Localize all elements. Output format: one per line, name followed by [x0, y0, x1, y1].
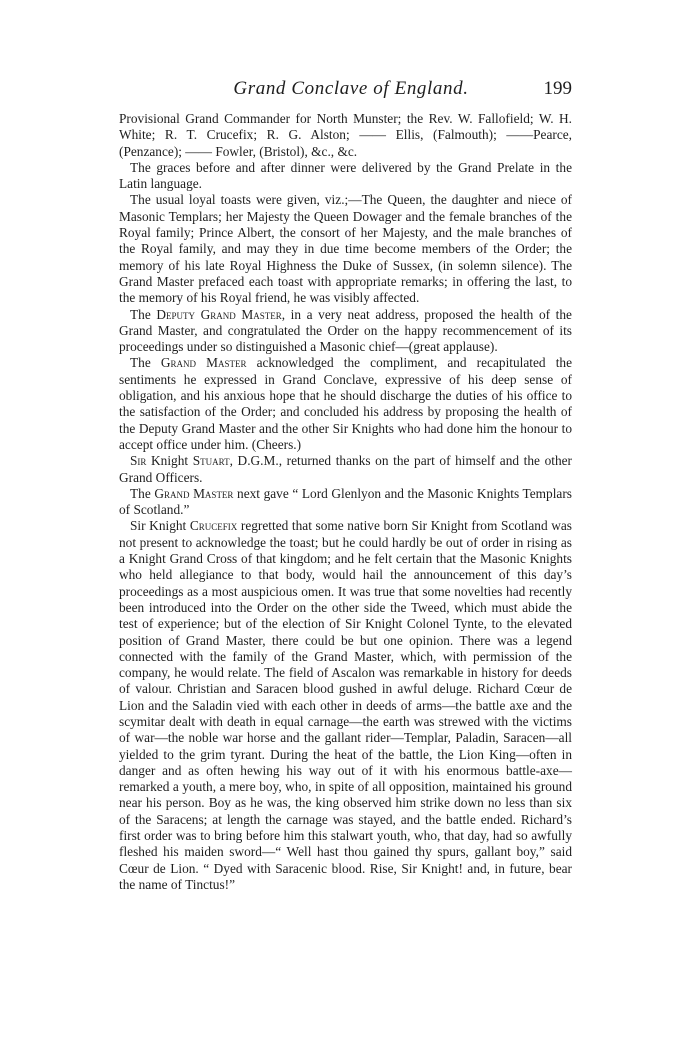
- paragraph-text: Knight: [146, 453, 193, 469]
- paragraph-text: Provisional Grand Commander for North Munster; the Rev. W. Fallofield; W. H. White; R. T. Crucefix; R. G. Alston; —— Ellis, (Falmouth); ——Pearce, (Penzance); —— Fowler, (Bristol), &c., &c.: [119, 111, 572, 159]
- paragraph-text: , D.G.M., returned thanks on the part of himself and the other Grand Officers.: [119, 453, 572, 485]
- paragraph-glenlyon-toast: [119, 486, 572, 519]
- paragraph-text: , in a very neat address, proposed the health of the Grand Master, and congratulated the Order on the happy recommencement of its proceedings under so distinguished a Masonic chief—(great applause).: [119, 306, 572, 355]
- page-header: [130, 76, 572, 102]
- paragraph-text: The graces before and after dinner were delivered by the Grand Prelate in the Latin language.: [119, 159, 572, 192]
- body-text: [119, 111, 572, 893]
- small-caps-name: Stuart: [192, 453, 230, 469]
- small-caps-title: Grand Master: [154, 485, 234, 501]
- paragraph-stuart-thanks: [119, 453, 572, 486]
- small-caps-title: Sir: [130, 453, 147, 469]
- paragraph-commanders-list: [119, 111, 572, 160]
- paragraph-text: The: [130, 355, 161, 371]
- paragraph-text: acknowledged the compliment, and recapitulated the sentiments he expressed in Grand Conclave, expressive of his deep sense of obligation, and his anxious hope that he should discharge the duties of his office to the satisfaction of the Order; and concluded his address by proposing the health of the Deputy Grand Master and the other Sir Knights who had done him the honour to accept office under him. (Cheers.): [119, 355, 572, 452]
- paragraph-text: regretted that some native born Sir Knight from Scotland was not present to acknowledge the toast; but he could hardly be out of order in rising as a Knight Grand Cross of that kingdom; and he felt certain that the Masonic Knights who held allegiance to that body, would hail the announcement of this day’s proceedings as a most auspicious omen. It was true that some novelties had recently been introduced into the Order on the other side the Tweed, which must abide the test of experience; but of the election of Sir Knight Colonel Tynte, to the elevated position of Grand Master, there could be but one opinion. There was a legend connected with the family of the Grand Master, which, with permission of the company, he would relate. The field of Ascalon was remarkable in history for deeds of valour. Christian and Saracen blood gushed in awful deluge. Richard Cœur de Lion and the Saladin vied with each other in deeds of arms—the battle axe and the scymitar dealt with death in equal carnage—the earth was strewed with the victims of war—the noble war horse and the gallant rider—Templar, Paladin, Saracen—all yielded to the grim tyrant. During the heat of the battle, the Lion King—often in danger and as often hewing his way out of it with his enormous battle-axe—remarked a youth, a mere boy, who, in spite of all opposition, maintained his ground near his person. Boy as he was, the king observed him strike down no less than six of the Saracens; at length the carnage was stayed, and the battle ended. Richard’s first order was to bring before him this stalwart youth, who, that day, had so awfully fleshed his maiden sword—“ Well hast thou gained thy spurs, gallant boy,” said Cœur de Lion. “ Dyed with Saracenic blood. Rise, Sir Knight! and, in future, bear the name of Tinctus!”: [119, 518, 572, 892]
- small-caps-title: Deputy Grand Master: [156, 306, 282, 322]
- paragraph-text: Sir Knight: [130, 518, 190, 534]
- small-caps-title: Grand Master: [160, 355, 247, 371]
- paragraph-text: The: [130, 306, 157, 322]
- page-number: 199: [543, 78, 572, 99]
- small-caps-name: Crucefix: [189, 518, 238, 534]
- paragraph-text: The usual loyal toasts were given, viz.;—The Queen, the daughter and niece of Masonic Templars; her Majesty the Queen Dowager and the female branches of the Royal family; Prince Albert, the consort of her Majesty, and the male branches of the Royal family, and may they in due time become members of the Order; the memory of his late Royal Highness the Duke of Sussex, (in solemn silence). The Grand Master prefaced each toast with appropriate remarks; in offering the last, to the memory of his Royal friend, he was visibly affected.: [119, 192, 572, 306]
- paragraph-text: next gave “ Lord Glenlyon and the Masonic Knights Templars of Scotland.”: [119, 485, 572, 518]
- paragraph-crucefix-speech: [119, 518, 572, 893]
- paragraph-loyal-toasts: [119, 192, 572, 306]
- paragraph-text: The: [130, 485, 155, 501]
- paragraph-graces: [119, 160, 572, 193]
- running-title: Grand Conclave of England.: [233, 78, 469, 99]
- paragraph-deputy-grand-master: [119, 307, 572, 356]
- paragraph-grand-master-reply: [119, 355, 572, 453]
